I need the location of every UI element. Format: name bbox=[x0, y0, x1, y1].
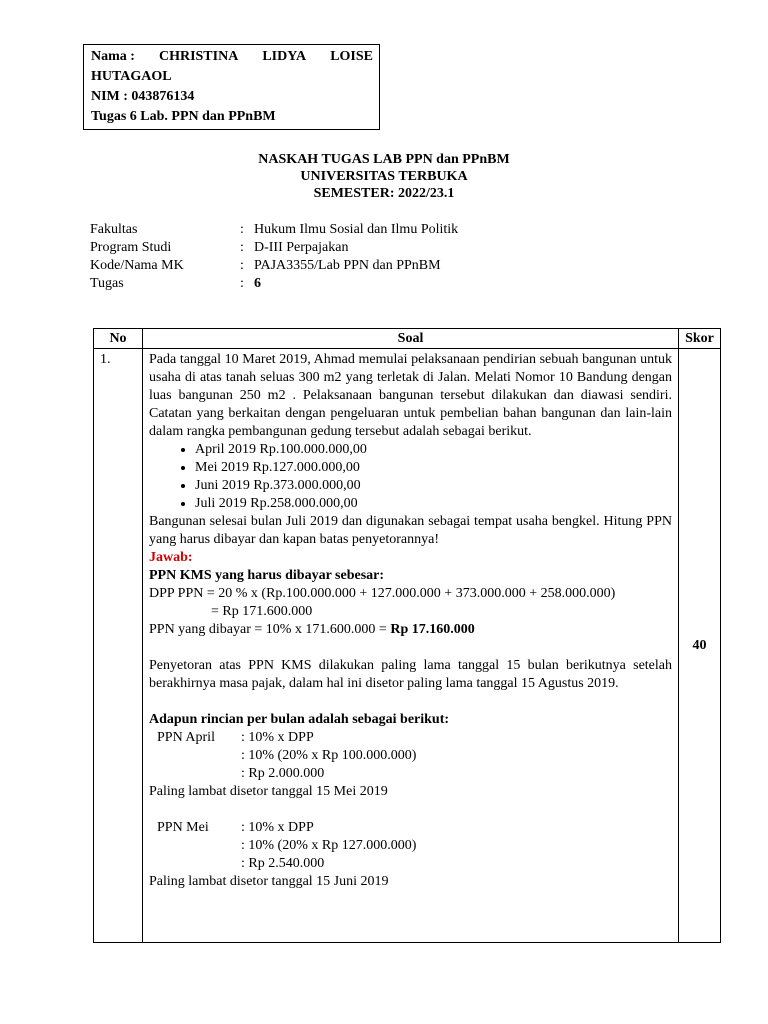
document-title bbox=[0, 151, 768, 202]
student-identity-box bbox=[83, 44, 380, 130]
course-meta bbox=[90, 221, 458, 293]
title-line-3: SEMESTER: 2022/23.1 bbox=[313, 186, 455, 201]
meta-value: D-III Perpajakan bbox=[254, 240, 349, 255]
list-item: • April 2019 Rp.100.000.000,00 bbox=[195, 441, 672, 459]
mei-line-1: : 10% x DPP bbox=[241, 820, 314, 835]
score-cell: 40 bbox=[679, 349, 721, 943]
meta-colon: : bbox=[240, 258, 244, 273]
name-continuation: HUTAGAOL bbox=[91, 69, 172, 84]
list-item: • Juli 2019 Rp.258.000.000,00 bbox=[195, 495, 672, 513]
meta-label: Kode/Nama MK bbox=[90, 258, 184, 273]
title-line-1: NASKAH TUGAS LAB PPN dan PPnBM bbox=[258, 152, 510, 167]
answer-label: Jawab: bbox=[149, 550, 193, 565]
meta-row-kode-mk bbox=[90, 257, 458, 275]
spacer bbox=[149, 693, 672, 711]
mei-line-3: : Rp 2.540.000 bbox=[241, 856, 325, 871]
april-label: PPN April bbox=[157, 730, 215, 745]
row-number: 1. bbox=[94, 349, 143, 943]
ppn-amount: Rp 17.160.000 bbox=[390, 622, 475, 637]
table-row bbox=[94, 349, 721, 943]
meta-value: Hukum Ilmu Sosial dan Ilmu Politik bbox=[254, 222, 459, 237]
meta-row-tugas bbox=[90, 275, 458, 293]
name-line bbox=[91, 47, 379, 67]
name-label: Nama : bbox=[91, 49, 135, 64]
mei-line-2: : 10% (20% x Rp 127.000.000) bbox=[241, 838, 417, 853]
title-line-2: UNIVERSITAS TERBUKA bbox=[300, 169, 468, 184]
meta-colon: : bbox=[240, 276, 244, 291]
meta-colon: : bbox=[240, 222, 244, 237]
meta-row-fakultas bbox=[90, 221, 458, 239]
header-soal: Soal bbox=[143, 329, 679, 349]
mei-detail-3 bbox=[149, 855, 672, 873]
mei-deadline: Paling lambat disetor tanggal 15 Juni 2019 bbox=[149, 874, 389, 889]
table-header-row bbox=[94, 329, 721, 349]
kms-title: PPN KMS yang harus dibayar sebesar: bbox=[149, 568, 385, 583]
april-detail-2 bbox=[149, 747, 672, 765]
spacer bbox=[149, 801, 672, 819]
meta-value: PAJA3355/Lab PPN dan PPnBM bbox=[254, 258, 441, 273]
ppn-line-text: PPN yang dibayar = 10% x 171.600.000 = bbox=[149, 622, 391, 637]
meta-label: Tugas bbox=[90, 276, 124, 291]
header-no: No bbox=[94, 329, 143, 349]
april-line-1: : 10% x DPP bbox=[241, 730, 314, 745]
expense-list bbox=[149, 441, 672, 513]
penyetoran-text: Penyetoran atas PPN KMS dilakukan paling lama tanggal 15 bulan berikutnya setelah berakhirnya masa pajak, dalam hal ini disetor paling lama tanggal 15 Agustus 2019. bbox=[149, 658, 672, 691]
mei-label: PPN Mei bbox=[157, 820, 209, 835]
list-item: • Juni 2019 Rp.373.000.000,00 bbox=[195, 477, 672, 495]
spacer bbox=[149, 639, 672, 657]
mei-detail-1 bbox=[149, 819, 672, 837]
ppn-line bbox=[149, 621, 672, 639]
meta-label: Program Studi bbox=[90, 240, 172, 255]
mei-detail-2 bbox=[149, 837, 672, 855]
dpp-result: = Rp 171.600.000 bbox=[211, 604, 313, 619]
name-middle: LIDYA bbox=[262, 49, 307, 64]
meta-value: 6 bbox=[254, 276, 261, 291]
april-deadline: Paling lambat disetor tanggal 15 Mei 2019 bbox=[149, 784, 388, 799]
april-line-3: : Rp 2.000.000 bbox=[241, 766, 325, 781]
question-text: Bangunan selesai bulan Juli 2019 dan digunakan sebagai tempat usaha bengkel. Hitung PPN yang harus dibayar dan kapan batas penyetorannya! bbox=[149, 514, 672, 547]
meta-label: Fakultas bbox=[90, 222, 138, 237]
question-table bbox=[93, 328, 721, 943]
question-intro: Pada tanggal 10 Maret 2019, Ahmad memulai pelaksanaan pendirian sebuah bangunan untuk usaha di atas tanah seluas 300 m2 yang terletak di Jalan. Melati Nomor 10 Bandung dengan luas bangunan 250 m2 . Pelaksanaan bangunan tersebut dilakukan dan diawasi sendiri. Catatan yang berkaitan dengan pengeluaran untuk pembelian bahan bangunan dan lain-lain dalam rangka pembangunan gedung tersebut adalah sebagai berikut. bbox=[149, 352, 672, 439]
april-detail-1 bbox=[149, 729, 672, 747]
header-skor: Skor bbox=[679, 329, 721, 349]
meta-row-program-studi bbox=[90, 239, 458, 257]
april-detail-3 bbox=[149, 765, 672, 783]
dpp-line: DPP PPN = 20 % x (Rp.100.000.000 + 127.000.000 + 373.000.000 + 258.000.000) bbox=[149, 586, 616, 601]
list-item: • Mei 2019 Rp.127.000.000,00 bbox=[195, 459, 672, 477]
name-last: LOISE bbox=[330, 49, 373, 64]
april-line-2: : 10% (20% x Rp 100.000.000) bbox=[241, 748, 417, 763]
assignment-line: Tugas 6 Lab. PPN dan PPnBM bbox=[91, 109, 276, 124]
nim-line: NIM : 043876134 bbox=[91, 89, 195, 104]
rincian-title: Adapun rincian per bulan adalah sebagai berikut: bbox=[149, 712, 450, 727]
question-cell bbox=[143, 349, 679, 943]
name-first: CHRISTINA bbox=[158, 49, 239, 64]
meta-colon: : bbox=[240, 240, 244, 255]
